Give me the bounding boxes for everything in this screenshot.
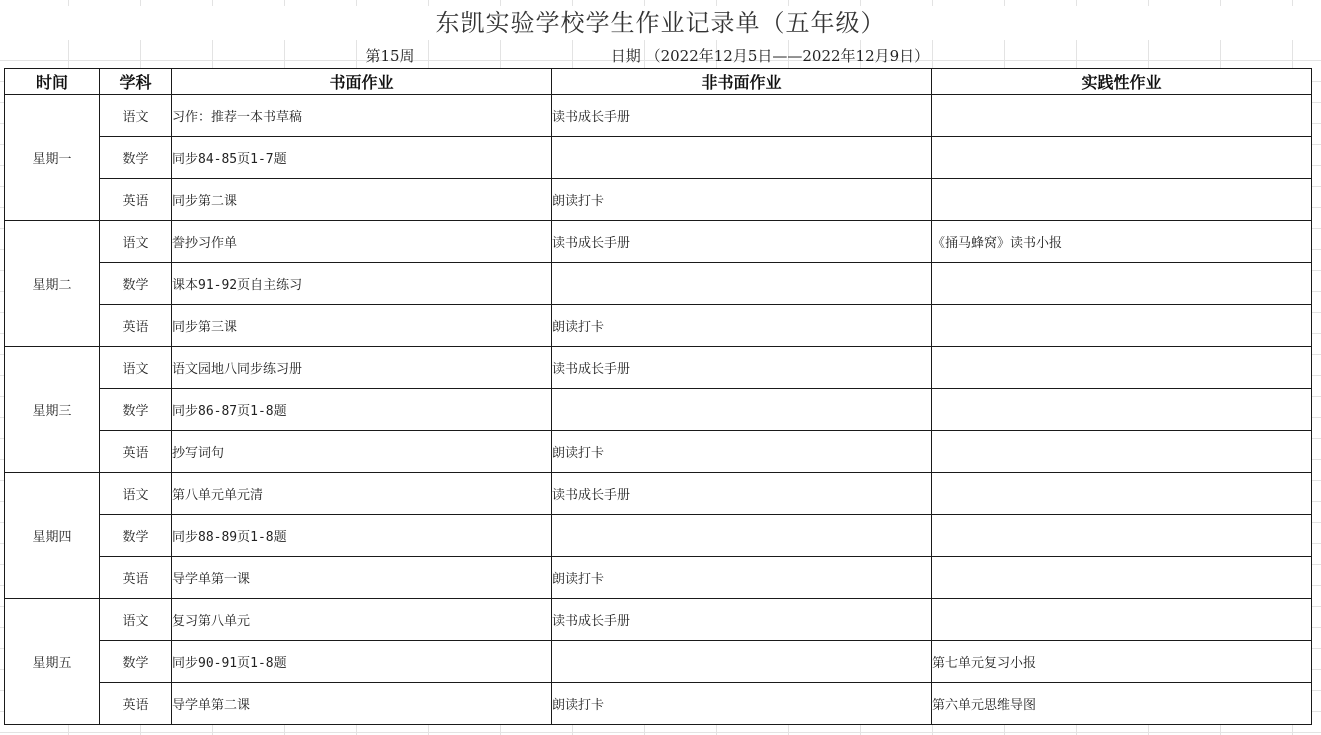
non-written-cell[interactable]: 读书成长手册	[552, 95, 932, 137]
subject-cell[interactable]: 数学	[100, 641, 172, 683]
practice-cell[interactable]	[932, 389, 1312, 431]
practice-cell[interactable]: 第六单元思维导图	[932, 683, 1312, 725]
subject-cell[interactable]: 英语	[100, 683, 172, 725]
homework-table	[4, 68, 1312, 725]
subject-cell[interactable]: 数学	[100, 515, 172, 557]
table-row	[5, 263, 1312, 305]
day-cell[interactable]: 星期五	[5, 599, 100, 725]
written-cell[interactable]: 语文园地八同步练习册	[172, 347, 552, 389]
non-written-cell[interactable]: 读书成长手册	[552, 599, 932, 641]
subject-cell[interactable]: 英语	[100, 305, 172, 347]
subject-cell[interactable]: 语文	[100, 347, 172, 389]
week-label[interactable]: 第15周	[365, 47, 415, 65]
subject-cell[interactable]: 语文	[100, 599, 172, 641]
day-cell[interactable]: 星期四	[5, 473, 100, 599]
written-cell[interactable]: 同步84-85页1-7题	[172, 137, 552, 179]
table-row	[5, 347, 1312, 389]
day-cell[interactable]: 星期三	[5, 347, 100, 473]
written-cell[interactable]: 第八单元单元清	[172, 473, 552, 515]
practice-cell[interactable]	[932, 263, 1312, 305]
table-row	[5, 473, 1312, 515]
non-written-cell[interactable]	[552, 641, 932, 683]
subject-cell[interactable]: 语文	[100, 221, 172, 263]
subject-cell[interactable]: 数学	[100, 263, 172, 305]
practice-cell[interactable]	[932, 557, 1312, 599]
non-written-cell[interactable]: 朗读打卡	[552, 683, 932, 725]
practice-cell[interactable]	[932, 179, 1312, 221]
date-range[interactable]: 日期 （2022年12月5日——2022年12月9日）	[610, 47, 930, 65]
written-cell[interactable]: 导学单第一课	[172, 557, 552, 599]
non-written-cell[interactable]	[552, 263, 932, 305]
subject-cell[interactable]: 数学	[100, 389, 172, 431]
non-written-cell[interactable]: 朗读打卡	[552, 305, 932, 347]
subject-cell[interactable]: 语文	[100, 95, 172, 137]
practice-cell[interactable]	[932, 473, 1312, 515]
table-row	[5, 179, 1312, 221]
written-cell[interactable]: 同步86-87页1-8题	[172, 389, 552, 431]
header-written[interactable]: 书面作业	[172, 69, 552, 95]
day-cell[interactable]: 星期一	[5, 95, 100, 221]
header-practice[interactable]: 实践性作业	[932, 69, 1312, 95]
practice-cell[interactable]	[932, 137, 1312, 179]
practice-cell[interactable]	[932, 347, 1312, 389]
written-cell[interactable]: 导学单第二课	[172, 683, 552, 725]
practice-cell[interactable]	[932, 95, 1312, 137]
table-row	[5, 137, 1312, 179]
table-row	[5, 683, 1312, 725]
table-row	[5, 221, 1312, 263]
subject-cell[interactable]: 英语	[100, 179, 172, 221]
header-non-written[interactable]: 非书面作业	[552, 69, 932, 95]
practice-cell[interactable]	[932, 431, 1312, 473]
written-cell[interactable]: 同步第三课	[172, 305, 552, 347]
table-row	[5, 95, 1312, 137]
non-written-cell[interactable]: 读书成长手册	[552, 347, 932, 389]
table-row	[5, 599, 1312, 641]
written-cell[interactable]: 同步90-91页1-8题	[172, 641, 552, 683]
practice-cell[interactable]	[932, 515, 1312, 557]
table-row	[5, 305, 1312, 347]
table-row	[5, 389, 1312, 431]
subject-cell[interactable]: 英语	[100, 431, 172, 473]
written-cell[interactable]: 课本91-92页自主练习	[172, 263, 552, 305]
table-row	[5, 641, 1312, 683]
non-written-cell[interactable]	[552, 515, 932, 557]
subject-cell[interactable]: 数学	[100, 137, 172, 179]
table-row	[5, 515, 1312, 557]
subject-cell[interactable]: 英语	[100, 557, 172, 599]
written-cell[interactable]: 同步88-89页1-8题	[172, 515, 552, 557]
written-cell[interactable]: 同步第二课	[172, 179, 552, 221]
non-written-cell[interactable]	[552, 389, 932, 431]
non-written-cell[interactable]: 读书成长手册	[552, 221, 932, 263]
sheet-title[interactable]: 东凯实验学校学生作业记录单（五年级）	[0, 6, 1321, 40]
non-written-cell[interactable]: 读书成长手册	[552, 473, 932, 515]
table-row	[5, 557, 1312, 599]
written-cell[interactable]: 习作：推荐一本书草稿	[172, 95, 552, 137]
practice-cell[interactable]: 第七单元复习小报	[932, 641, 1312, 683]
header-time[interactable]: 时间	[5, 69, 100, 95]
non-written-cell[interactable]	[552, 137, 932, 179]
header-row	[5, 69, 1312, 95]
header-subject[interactable]: 学科	[100, 69, 172, 95]
practice-cell[interactable]	[932, 305, 1312, 347]
non-written-cell[interactable]: 朗读打卡	[552, 431, 932, 473]
table-row	[5, 431, 1312, 473]
practice-cell[interactable]	[932, 599, 1312, 641]
written-cell[interactable]: 复习第八单元	[172, 599, 552, 641]
non-written-cell[interactable]: 朗读打卡	[552, 179, 932, 221]
written-cell[interactable]: 誊抄习作单	[172, 221, 552, 263]
day-cell[interactable]: 星期二	[5, 221, 100, 347]
written-cell[interactable]: 抄写词句	[172, 431, 552, 473]
practice-cell[interactable]: 《捅马蜂窝》读书小报	[932, 221, 1312, 263]
subject-cell[interactable]: 语文	[100, 473, 172, 515]
non-written-cell[interactable]: 朗读打卡	[552, 557, 932, 599]
